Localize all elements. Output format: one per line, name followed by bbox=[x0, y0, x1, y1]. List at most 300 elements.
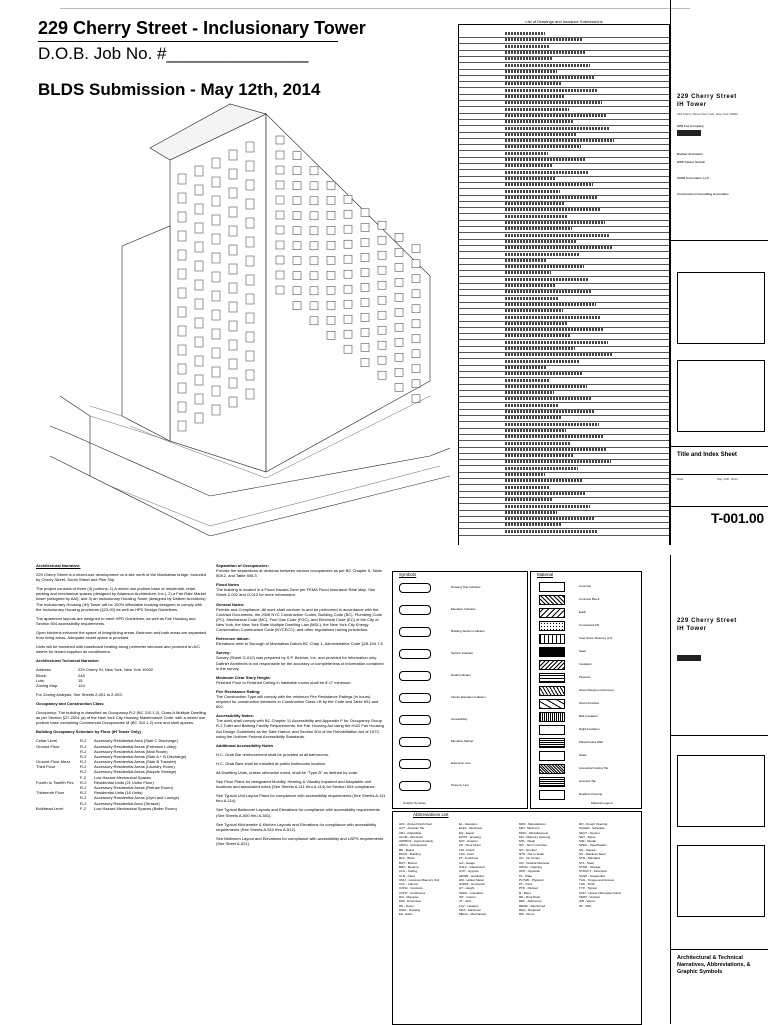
abbreviation-entry: GYP - Gypsum bbox=[459, 869, 480, 874]
building-window bbox=[276, 166, 284, 174]
building-window bbox=[327, 226, 335, 234]
project-name: 229 Cherry Street bbox=[677, 94, 737, 100]
material-label: Batt Insulation bbox=[579, 714, 599, 718]
building-window bbox=[310, 167, 318, 175]
abbreviation-entry: CMU - Concrete Masonry Unit bbox=[399, 877, 440, 882]
building-window bbox=[195, 375, 203, 385]
building-window bbox=[246, 237, 254, 247]
building-window bbox=[395, 353, 403, 361]
drawing-list-row-text bbox=[505, 32, 545, 35]
material-label: Acoustic Tile bbox=[579, 779, 596, 783]
building-window bbox=[212, 348, 220, 358]
ceiling-height-block bbox=[216, 675, 386, 685]
stamp-box-2 bbox=[677, 755, 765, 827]
drawing-list-row-text bbox=[505, 183, 593, 186]
survey-block bbox=[216, 650, 386, 670]
abbreviation-entry: RM - Room bbox=[519, 912, 535, 917]
abbreviation-entry: MTL - Metal bbox=[519, 839, 535, 844]
schedule-code: R-2 bbox=[80, 743, 87, 749]
project-name-2-line2: IH Tower bbox=[677, 626, 707, 632]
drawing-list-row-text bbox=[505, 101, 602, 104]
abbreviation-entry: INT - Interior bbox=[459, 895, 476, 900]
drawing-list-row-text bbox=[505, 265, 584, 268]
abbreviation-entry: NO - Number bbox=[519, 847, 537, 852]
abbreviation-entry: STOR - Storage bbox=[579, 864, 601, 869]
building-window bbox=[412, 335, 420, 343]
drawing-list-row-text bbox=[505, 322, 567, 325]
symbol-row bbox=[399, 670, 489, 680]
symbol-row bbox=[399, 604, 489, 614]
building-window bbox=[293, 212, 301, 220]
abbreviation-entry: ADJ - Adjustable bbox=[399, 830, 422, 835]
building-window bbox=[178, 193, 186, 203]
building-window bbox=[412, 380, 420, 388]
drawing-list-row-text bbox=[505, 498, 553, 501]
material-row bbox=[539, 660, 629, 670]
drawing-list-row-text bbox=[505, 460, 611, 463]
abbreviation-entry: BLK - Block bbox=[399, 856, 415, 861]
drawing-list-row-text bbox=[505, 190, 560, 193]
abbreviation-entry: GA - Gauge bbox=[459, 860, 475, 865]
building-window bbox=[327, 286, 335, 294]
schedule-use: Accessory Residential Areas (Gym and Lounge) bbox=[94, 795, 180, 801]
building-window bbox=[229, 207, 237, 217]
abbreviation-entry: DIM - Dimension bbox=[399, 899, 422, 904]
schedule-use: Accessory Residential Areas (Stair A + B Discharge) bbox=[94, 753, 187, 759]
building-window bbox=[212, 215, 220, 225]
building-window bbox=[378, 236, 386, 244]
accessibility-note-7: See Typical Kitchenette & Kitchen Layouts and Elevations for compliance with accessibility requirements (See Sheets A-510 thru A-512). bbox=[216, 821, 377, 832]
drawing-list-row-text bbox=[505, 51, 586, 54]
abbreviations-column-3 bbox=[519, 822, 565, 917]
abbreviation-entry: PT - Paint bbox=[519, 882, 533, 887]
drawing-list-row-text bbox=[505, 208, 601, 211]
building-window bbox=[344, 285, 352, 293]
fire-rating-block bbox=[216, 689, 386, 709]
abbreviation-entry: OD - Outside Diameter bbox=[519, 860, 550, 865]
building-window bbox=[395, 263, 403, 271]
ceiling-height-text: Finished Floor to Finished Ceiling in habitable rooms shall be 8'-0" minimum. bbox=[216, 679, 352, 685]
architectural-narrative-column bbox=[36, 563, 208, 1023]
symbol-label: Accessibility bbox=[451, 717, 468, 721]
separation-heading: Separation of Occupancies: bbox=[216, 563, 269, 568]
building-window bbox=[412, 290, 420, 298]
abbreviation-entry: OC - On Center bbox=[519, 856, 541, 861]
material-swatch bbox=[539, 751, 565, 761]
abbreviation-entry: W/ - With bbox=[579, 903, 592, 908]
material-row bbox=[539, 686, 629, 696]
material-swatch bbox=[539, 790, 565, 800]
abbreviation-entry: FLR - Floor bbox=[459, 852, 475, 857]
abbreviation-entry: MECH - Mechanical bbox=[459, 912, 486, 917]
accessibility-text: The work shall comply with BC Chapter 11 Accessibility and Appendix P for Occupancy Group R-2 Toilet and Bathing Facility Requirements, the Fair Housing Act using the HUD Fair Housing Act Design Guidelines as the Safe Harbor, and Section 504 of the Rehabilitation Act of 1973, using the Uniform Federal Accessibility Standards. bbox=[216, 718, 385, 739]
building-window bbox=[293, 152, 301, 160]
accessibility-note-8: See Mailroom Layout and Elevations for compliance with accessibility and USPS requirements (See Sheet A-521). bbox=[216, 835, 384, 846]
drawing-list-row-text bbox=[505, 45, 549, 48]
symbol-label: Building Section Indicator bbox=[451, 629, 485, 633]
abbreviation-entry: SECT - Section bbox=[579, 830, 600, 835]
abbreviation-entry: APPROX - Approximately bbox=[399, 839, 434, 844]
dob-job-number: D.O.B. Job No. #_______________ bbox=[38, 44, 309, 63]
building-window bbox=[327, 196, 335, 204]
building-window bbox=[195, 204, 203, 214]
abbreviation-entry: CLG - Ceiling bbox=[399, 869, 418, 874]
abbreviation-entry: DN - Down bbox=[399, 903, 414, 908]
building-window bbox=[310, 212, 318, 220]
building-window bbox=[229, 226, 237, 236]
building-window bbox=[361, 254, 369, 262]
drawing-list-row-text bbox=[505, 397, 591, 400]
separation-block bbox=[216, 563, 386, 578]
building-window bbox=[246, 180, 254, 190]
schedule-floor: Fourth to Twelfth Flrs bbox=[36, 779, 74, 785]
flood-text: The building is located in a Flood Hazard Zone per FEMA Flood Insurance Rate Map. See Sheet Z-002 and G-012 for more information. bbox=[216, 587, 376, 598]
material-swatch bbox=[539, 725, 565, 735]
building-window bbox=[327, 271, 335, 279]
drawing-list-title: List of Drawings and Issuance Submissions bbox=[525, 19, 603, 24]
material-label: Compacted Fill bbox=[579, 623, 600, 627]
building-window bbox=[361, 239, 369, 247]
building-window bbox=[212, 329, 220, 339]
drawing-list-row-text bbox=[505, 435, 603, 438]
building-window bbox=[178, 421, 186, 431]
tech-narrative-heading: Architectural Technical Narrative: bbox=[36, 658, 100, 664]
abbreviation-entry: MO - Masonry Opening bbox=[519, 834, 551, 839]
title-block-project bbox=[677, 93, 737, 109]
drawing-list-table bbox=[458, 19, 670, 546]
building-window bbox=[229, 283, 237, 293]
building-window bbox=[412, 260, 420, 268]
address-value: 229 Cherry St, New York, New York 10002 bbox=[78, 667, 154, 673]
building-window bbox=[246, 389, 254, 399]
owner-name: HPD Fee Company bbox=[677, 124, 704, 128]
drawing-list-row-text bbox=[505, 334, 571, 337]
drawing-list-row-text bbox=[505, 171, 589, 174]
building-window bbox=[378, 251, 386, 259]
abbreviation-entry: MISC - Miscellaneous bbox=[519, 830, 549, 835]
drawing-list-row-text bbox=[505, 505, 590, 508]
material-label: Plywood bbox=[579, 675, 591, 679]
project-title: 229 Cherry Street - Inclusionary Tower bbox=[38, 18, 366, 38]
drawing-list-row-text bbox=[505, 64, 590, 67]
accessibility-note-5: See Typical Unit Layout Plans for compliance with accessibility requirements (See Sheets A-111 thru A-114). bbox=[216, 793, 386, 804]
address-label: Address: bbox=[36, 667, 52, 673]
symbol-row bbox=[399, 582, 489, 592]
seal-box bbox=[677, 360, 765, 432]
drawing-list-row-text bbox=[505, 479, 582, 482]
fire-rating-heading: Fire Resistance Rating: bbox=[216, 688, 261, 694]
symbol-icon bbox=[399, 671, 431, 681]
building-window bbox=[246, 142, 254, 152]
symbol-icon bbox=[399, 583, 431, 593]
drawing-list-row-text bbox=[505, 290, 592, 293]
abbreviation-entry: COL - Column bbox=[399, 882, 419, 887]
building-window bbox=[293, 302, 301, 310]
occupancy-schedule bbox=[36, 738, 208, 811]
drawing-list-row-text bbox=[505, 353, 612, 356]
schedule-code: R-2 bbox=[80, 785, 87, 791]
building-window bbox=[293, 227, 301, 235]
abbreviation-entry: UON - Unless Otherwise Noted bbox=[579, 890, 621, 895]
drawing-list-row-text bbox=[505, 57, 553, 60]
building-window bbox=[195, 299, 203, 309]
building-window bbox=[378, 296, 386, 304]
schedule-code: R-2 bbox=[80, 800, 87, 806]
title-underline bbox=[38, 41, 338, 42]
building-window bbox=[344, 315, 352, 323]
building-window bbox=[327, 181, 335, 189]
drawing-list-row-text bbox=[505, 486, 549, 489]
material-row bbox=[539, 751, 629, 761]
accessibility-note-6: See Typical Bathroom Layouts and Elevations for compliance with accessibility requirements (See Sheets A-500 thru A-501). bbox=[216, 807, 380, 818]
symbol-icon bbox=[399, 649, 431, 659]
symbol-label: Extension Line bbox=[451, 761, 471, 765]
drawing-list-row-text bbox=[505, 517, 594, 520]
material-row bbox=[539, 621, 629, 631]
drawing-list-row-text bbox=[505, 215, 568, 218]
building-window bbox=[195, 261, 203, 271]
building-window bbox=[293, 287, 301, 295]
building-window bbox=[212, 310, 220, 320]
abbreviation-entry: ALUM - Aluminum bbox=[399, 834, 424, 839]
drawing-list-row-text bbox=[505, 454, 574, 457]
building-window bbox=[178, 174, 186, 184]
general-notes-block bbox=[216, 602, 386, 633]
building-window bbox=[378, 221, 386, 229]
schedule-floor: Ground Floor bbox=[36, 743, 60, 749]
dattner-logo bbox=[677, 130, 701, 136]
schedule-use: Low Hazard Mechanical Spaces (Boiler Room) bbox=[94, 805, 177, 811]
ceiling-height-heading: Minimum Clear Story Height: bbox=[216, 674, 271, 680]
symbol-row bbox=[399, 780, 489, 790]
abbreviation-entry: ARCH - Architectural bbox=[399, 843, 427, 848]
drawing-list-row bbox=[459, 529, 669, 536]
schedule-code: R-2 bbox=[80, 753, 87, 759]
material-row bbox=[539, 764, 629, 774]
material-swatch bbox=[539, 608, 565, 618]
schedule-code: R-2 bbox=[80, 738, 87, 744]
material-swatch bbox=[539, 582, 565, 592]
separation-text: Provide fire separations at divisions between various occupancies as per BC Chapter 5, Table 508.2, and Table 508.3. bbox=[216, 568, 382, 579]
schedule-row bbox=[36, 806, 208, 811]
material-swatch bbox=[539, 764, 565, 774]
symbol-label: Drawing Title Indicator bbox=[451, 585, 481, 589]
material-row bbox=[539, 595, 629, 605]
material-swatch bbox=[539, 712, 565, 722]
drawing-list-row-text bbox=[505, 240, 576, 243]
drawing-list-row-text bbox=[505, 95, 565, 98]
narrative-p3: The apartment layouts are designed to meet HPD Guidelines, as well as Fair Housing and Section 504 accessibility requirements. bbox=[36, 615, 196, 626]
material-label: Steel bbox=[579, 649, 586, 653]
building-window bbox=[395, 323, 403, 331]
symbol-row bbox=[399, 648, 489, 658]
drawing-list-row-text bbox=[505, 196, 597, 199]
building-window bbox=[212, 253, 220, 263]
abbreviation-entry: VERT - Vertical bbox=[579, 895, 600, 900]
building-window bbox=[212, 291, 220, 301]
schedule-code: R-2 bbox=[80, 764, 87, 770]
material-swatch bbox=[539, 595, 565, 605]
material-title: Material bbox=[537, 572, 554, 577]
abbreviation-entry: STD - Standard bbox=[579, 856, 600, 861]
building-window bbox=[246, 275, 254, 285]
abbreviation-entry: EXIST - Existing bbox=[459, 834, 481, 839]
building-window bbox=[395, 338, 403, 346]
drawing-list-row-text bbox=[505, 82, 561, 85]
abbreviation-entry: RD - Roof Drain bbox=[519, 895, 541, 900]
drawing-list-row-text bbox=[505, 410, 595, 413]
building-window bbox=[310, 227, 318, 235]
material-swatch bbox=[539, 647, 565, 657]
seal-box-2 bbox=[677, 845, 765, 917]
drawing-list-row-text bbox=[505, 309, 563, 312]
title-block-divider bbox=[671, 506, 768, 507]
lots-label: Lots: bbox=[36, 677, 45, 683]
drawing-list-row-text bbox=[505, 133, 577, 136]
material-label: Wood Rough (continuous) bbox=[579, 688, 614, 692]
drawing-list-row-text bbox=[505, 278, 588, 281]
material-label: Concrete Block bbox=[579, 597, 600, 601]
building-window bbox=[412, 365, 420, 373]
building-window bbox=[178, 402, 186, 412]
drawing-list-row-text bbox=[505, 303, 596, 306]
abbreviation-entry: CONC - Concrete bbox=[399, 886, 423, 891]
material-swatch bbox=[539, 738, 565, 748]
drawing-list-row-text bbox=[505, 120, 573, 123]
material-label: Resilient Flooring bbox=[579, 792, 603, 796]
building-window bbox=[310, 197, 318, 205]
abbreviations-column-2 bbox=[459, 822, 505, 917]
abbreviation-entry: RO - Rough Opening bbox=[579, 822, 608, 826]
drawing-list-row-text bbox=[505, 511, 557, 514]
drawing-list-row-text bbox=[505, 89, 598, 92]
schedule-code: R-2 bbox=[80, 769, 87, 775]
building-window bbox=[378, 356, 386, 364]
general-notes-text: Permits and Compliance: All work shall conform to and be performed in accordance with the Contract Documents, the 2008 NYC Construction Codes, Building Code (BC), Plumbing Code (PC), Mechanical Code (MC), Fuel Gas Code (FGC), and Electrical Code (EC) of the City of New York; the New York State Multiple Dwelling Law (MDL); the New York City Energy Conservation Construction Code (NYCECC); and other regulations having jurisdiction. bbox=[216, 606, 383, 633]
title-block bbox=[670, 0, 768, 545]
drawing-list-row-text bbox=[505, 271, 551, 274]
material-label: Cast Stone Masonry Unit bbox=[579, 636, 613, 640]
abbreviations-column-1 bbox=[399, 822, 445, 917]
material-row bbox=[539, 725, 629, 735]
building-window bbox=[412, 320, 420, 328]
material-swatch bbox=[539, 699, 565, 709]
building-window bbox=[361, 224, 369, 232]
abbreviation-entry: LAV - Lavatory bbox=[459, 903, 479, 908]
symbol-icon bbox=[399, 605, 431, 615]
building-window bbox=[344, 345, 352, 353]
building-window bbox=[276, 256, 284, 264]
project-name-2: 229 Cherry Street bbox=[677, 618, 737, 624]
structural-engineer: WSP Cantor Seinuk bbox=[677, 160, 705, 164]
material-swatch bbox=[539, 673, 565, 683]
building-window bbox=[246, 332, 254, 342]
building-window bbox=[310, 242, 318, 250]
material-row bbox=[539, 790, 629, 800]
building-window bbox=[178, 345, 186, 355]
building-window bbox=[378, 281, 386, 289]
schedule-use: Residential Units (16 Units) bbox=[94, 790, 143, 796]
drawing-list-row-text bbox=[505, 379, 550, 382]
drawing-list-row-text bbox=[505, 259, 547, 262]
building-window bbox=[212, 367, 220, 377]
dimension-ticks bbox=[60, 8, 690, 13]
building-window bbox=[344, 330, 352, 338]
material-swatch bbox=[539, 660, 565, 670]
schedule-use: Accessory Residential Areas (Mail Room) bbox=[94, 748, 168, 754]
building-window bbox=[378, 266, 386, 274]
material-swatch bbox=[539, 686, 565, 696]
drawing-list-row-text bbox=[505, 360, 579, 363]
abbreviation-entry: TYP - Typical bbox=[579, 886, 597, 891]
drawing-list-row-text bbox=[505, 227, 572, 230]
dattner-logo-2 bbox=[677, 655, 701, 661]
abbreviation-entry: MAX - Maximum bbox=[459, 907, 482, 912]
abbreviation-entry: DIA - Diameter bbox=[399, 895, 419, 900]
narrative-p4: Open kitchens enhance the space of living/dining areas. Bedroom and bath areas are separated from living areas. Adequate closet space is provided. bbox=[36, 629, 207, 641]
building-window bbox=[178, 288, 186, 298]
building-window bbox=[395, 308, 403, 316]
schedule-code: R-2 bbox=[80, 779, 87, 785]
zoning-value: 12d bbox=[78, 682, 85, 688]
symbol-label: Elevation Marker bbox=[451, 739, 474, 743]
drawing-list-row-text bbox=[505, 221, 605, 224]
building-window bbox=[293, 257, 301, 265]
abbreviation-entry: REF - Reference bbox=[519, 899, 542, 904]
building-window bbox=[276, 286, 284, 294]
abbreviation-entry: PLYWD - Plywood bbox=[519, 877, 544, 882]
fire-rating-text: The Construction Type will comply with the minimum Fire Resistance Ratings (in hours) required for construction elements in Construction Class I-B by the Code and Table 601 and 602. bbox=[216, 693, 379, 710]
abbreviation-entry: T&G - Tongue and Groove bbox=[579, 877, 615, 882]
project-address: 229 Cherry Street New York, New York 10002 bbox=[677, 112, 738, 116]
material-row bbox=[539, 647, 629, 657]
flood-block bbox=[216, 582, 386, 597]
building-window bbox=[395, 383, 403, 391]
schedule-use: Accessory Residential Area (Stair C Discharge) bbox=[94, 738, 178, 744]
abbreviation-entry: EL - Elevation bbox=[459, 822, 478, 826]
material-swatch bbox=[539, 621, 565, 631]
building-window bbox=[327, 211, 335, 219]
building-window bbox=[246, 199, 254, 209]
accessibility-heading: Accessibility Notes: bbox=[216, 713, 255, 719]
abbreviation-entry: EQ - Equal bbox=[459, 830, 474, 835]
schedule-code: R-2 bbox=[80, 795, 87, 801]
schedule-code: F-2 bbox=[80, 805, 86, 811]
symbols-title: Symbols bbox=[399, 572, 417, 577]
building-window bbox=[361, 269, 369, 277]
title-block-divider bbox=[671, 474, 768, 475]
abbreviation-entry: ELEC - Electrical bbox=[459, 826, 482, 831]
abbreviation-entry: INSUL - Insulation bbox=[459, 890, 484, 895]
narrative-p1: 229 Cherry Street is a mixed-use development on a site north of the Manhattan bridge, bounded by Cherry Street, South Street and Pike Slip. bbox=[36, 572, 207, 583]
notes-column bbox=[216, 563, 386, 1023]
drawing-list-row-text bbox=[505, 429, 566, 432]
building-window bbox=[310, 287, 318, 295]
symbol-label: Property Line bbox=[451, 783, 469, 787]
drawing-list-row-text bbox=[505, 523, 561, 526]
schedule-floor: Thirteenth Floor bbox=[36, 790, 65, 796]
building-window bbox=[195, 223, 203, 233]
building-window bbox=[195, 242, 203, 252]
symbol-row bbox=[399, 758, 489, 768]
abbreviation-entry: EXT - Exterior bbox=[459, 839, 478, 844]
title-sheet bbox=[30, 0, 768, 545]
date-value: May 12th, 2014 bbox=[717, 477, 738, 481]
reference-datum-heading: Reference datum: bbox=[216, 636, 250, 642]
building-window bbox=[178, 307, 186, 317]
building-window bbox=[395, 248, 403, 256]
abbreviation-entry: SCHED - Schedule bbox=[579, 826, 605, 831]
